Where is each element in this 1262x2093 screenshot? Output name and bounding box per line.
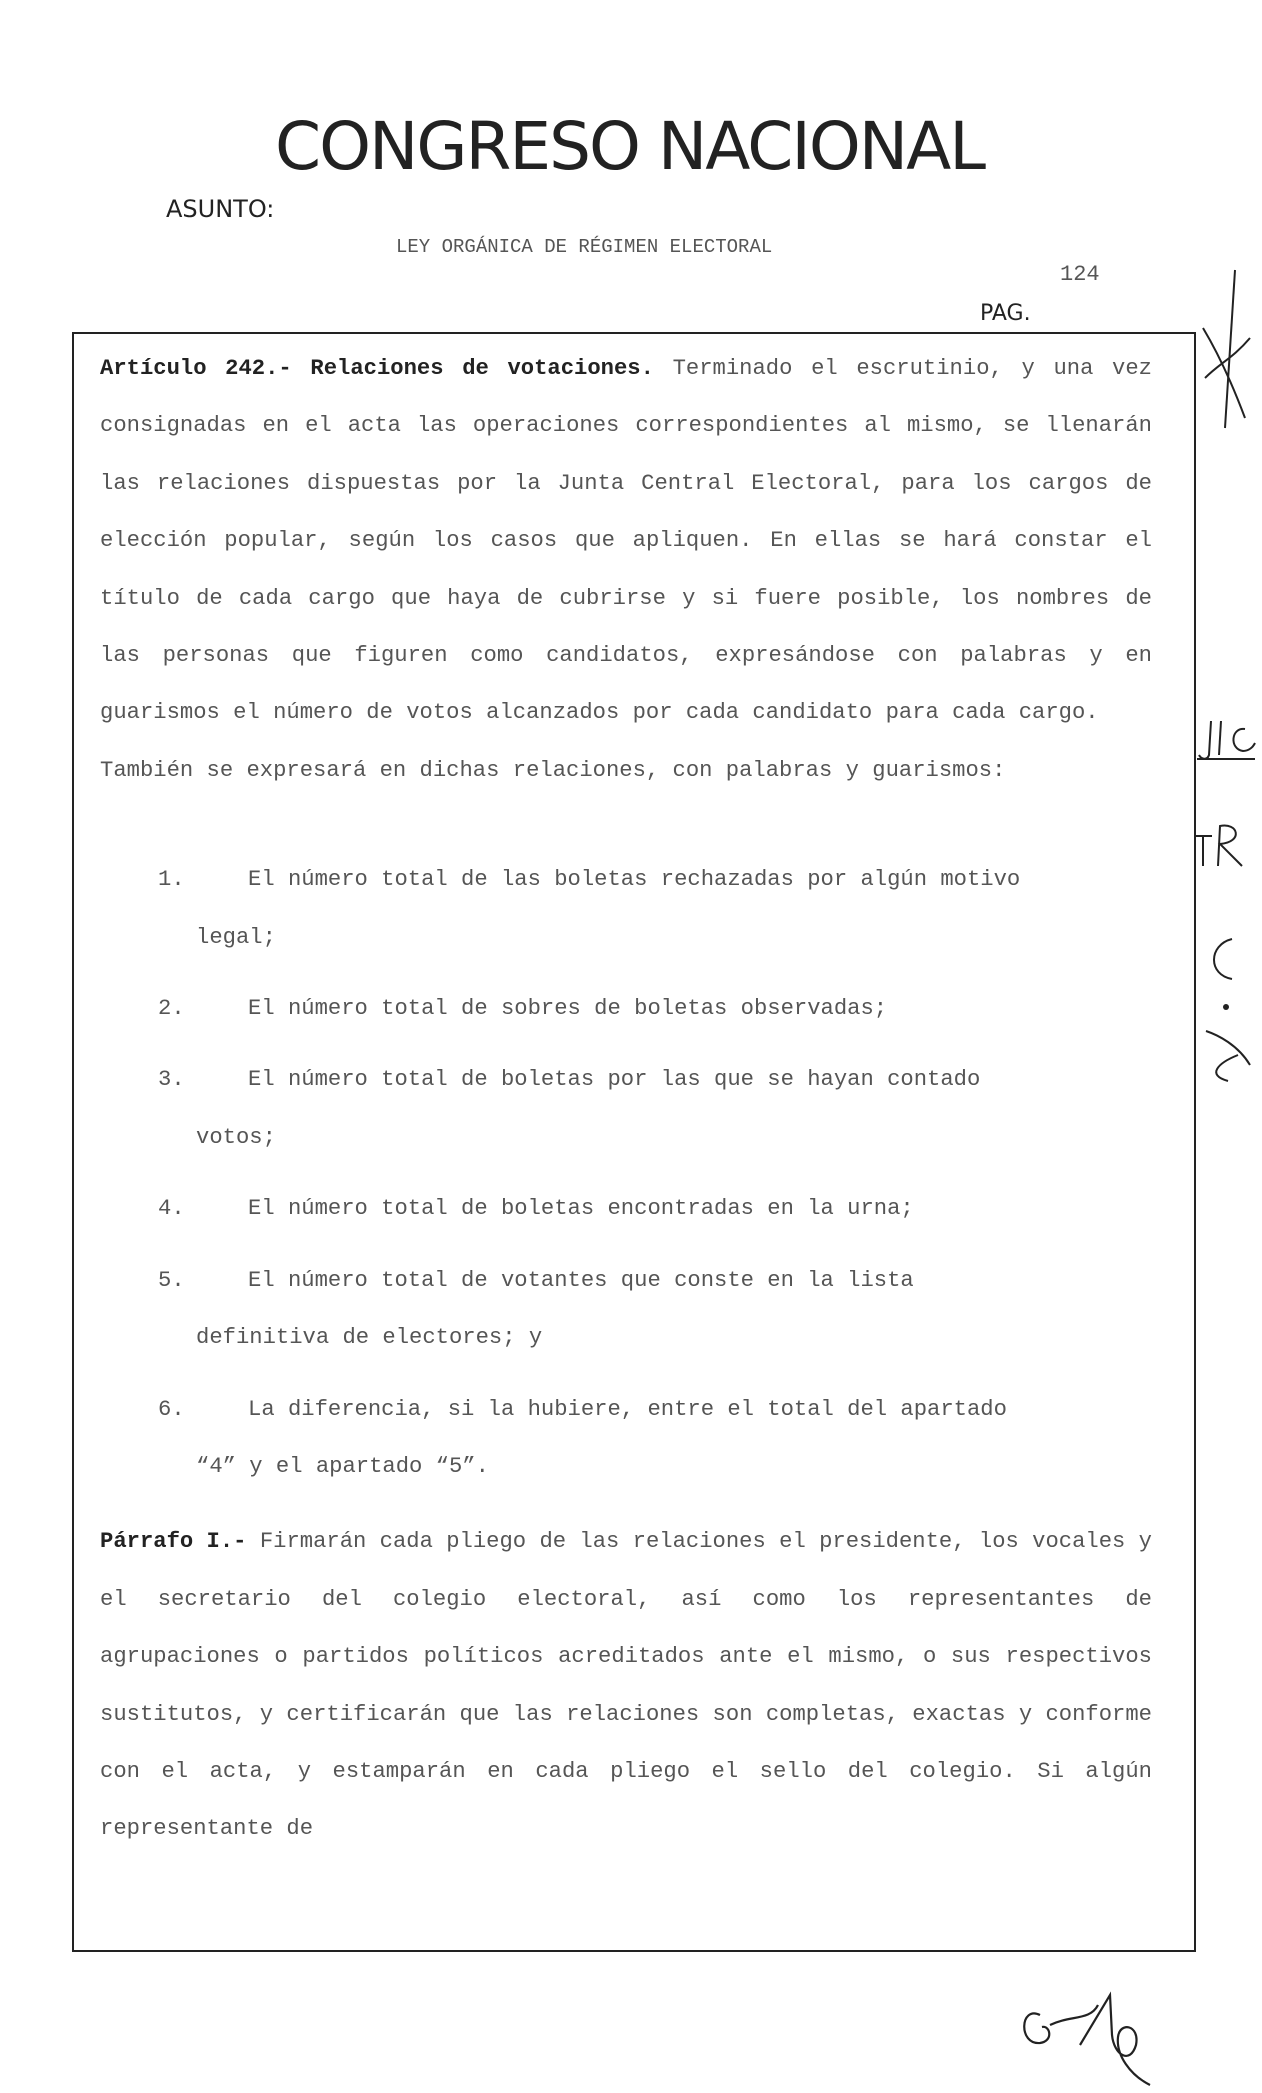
article-also: También se expresará en dichas relaciones, con palabras y guarismos: — [100, 757, 1006, 783]
list-item — [100, 1252, 1152, 1367]
list-item — [100, 1051, 1152, 1166]
list-item-number: 5. — [158, 1267, 185, 1293]
list-item-text: El número total de sobres de boletas observadas; — [248, 996, 888, 1022]
list-item-text: El número total de boletas por las que se hayan contado — [248, 1067, 981, 1093]
list-item-text: El número total de las boletas rechazadas por algún motivo — [248, 867, 1021, 893]
page-title: CONGRESO NACIONAL — [275, 108, 985, 185]
list-item — [100, 851, 1152, 966]
parrafo-text: Firmarán cada pliego de las relaciones el presidente, los vocales y el secretario del colegio electoral, así como los representantes de agrupaciones o partidos políticos acreditados ante el mismo, o sus respectivos sustitutos, y certificarán que las relaciones son completas, exactas y conforme con el acta, y estamparán en cada pliego el sello del colegio. Si algún representante de — [100, 1529, 1152, 1842]
handwritten-initials-jc — [1195, 715, 1262, 765]
asunto-label: ASUNTO: — [166, 195, 275, 223]
article-body — [100, 340, 1152, 1858]
article-intro — [100, 340, 1152, 742]
handwritten-cross-mark — [1195, 268, 1255, 438]
article-intro-text: Terminado el escrutinio, y una vez consignadas en el acta las operaciones correspondientes al mismo, se llenarán las relaciones dispuestas por la Junta Central Electoral, para los cargos de elección popular, según los casos que apliquen. En ellas se hará constar el título de cada cargo que haya de cubrirse y si fuere posible, los nombres de las personas que figuren como candidatos, expresándose con palabras y en guarismos el número de votos alcanzados por cada candidato para cada cargo. — [100, 356, 1152, 726]
article-heading: Artículo 242.- Relaciones de votaciones. — [100, 356, 654, 381]
list-item-number: 1. — [158, 867, 185, 893]
list-item-continuation: definitiva de electores; y — [196, 1325, 543, 1351]
list-item — [100, 1381, 1152, 1496]
page-number: 124 — [1060, 262, 1100, 287]
document-subject: LEY ORGÁNICA DE RÉGIMEN ELECTORAL — [396, 236, 773, 258]
list-item-number: 3. — [158, 1067, 185, 1093]
handwritten-signature — [1010, 1985, 1180, 2090]
list-item-continuation: legal; — [196, 924, 276, 950]
parrafo-label: Párrafo I.- — [100, 1529, 247, 1555]
requirements-list — [100, 851, 1152, 1495]
list-item-continuation: votos; — [196, 1124, 276, 1150]
list-item-text: El número total de votantes que conste en la lista — [248, 1267, 914, 1293]
handwritten-initials-ir — [1190, 820, 1250, 870]
list-item-number: 4. — [158, 1196, 185, 1222]
list-item — [100, 1180, 1152, 1237]
parrafo-i — [100, 1513, 1152, 1857]
handwritten-initials-mc — [1198, 935, 1258, 1085]
pag-label: PAG. — [980, 301, 1031, 326]
list-item-number: 6. — [158, 1396, 185, 1422]
list-item-text: El número total de boletas encontradas en la urna; — [248, 1196, 914, 1222]
list-item — [100, 980, 1152, 1037]
list-item-number: 2. — [158, 996, 185, 1022]
list-item-continuation: “4” y el apartado “5”. — [196, 1453, 489, 1479]
list-item-text: La diferencia, si la hubiere, entre el total del apartado — [248, 1396, 1007, 1422]
